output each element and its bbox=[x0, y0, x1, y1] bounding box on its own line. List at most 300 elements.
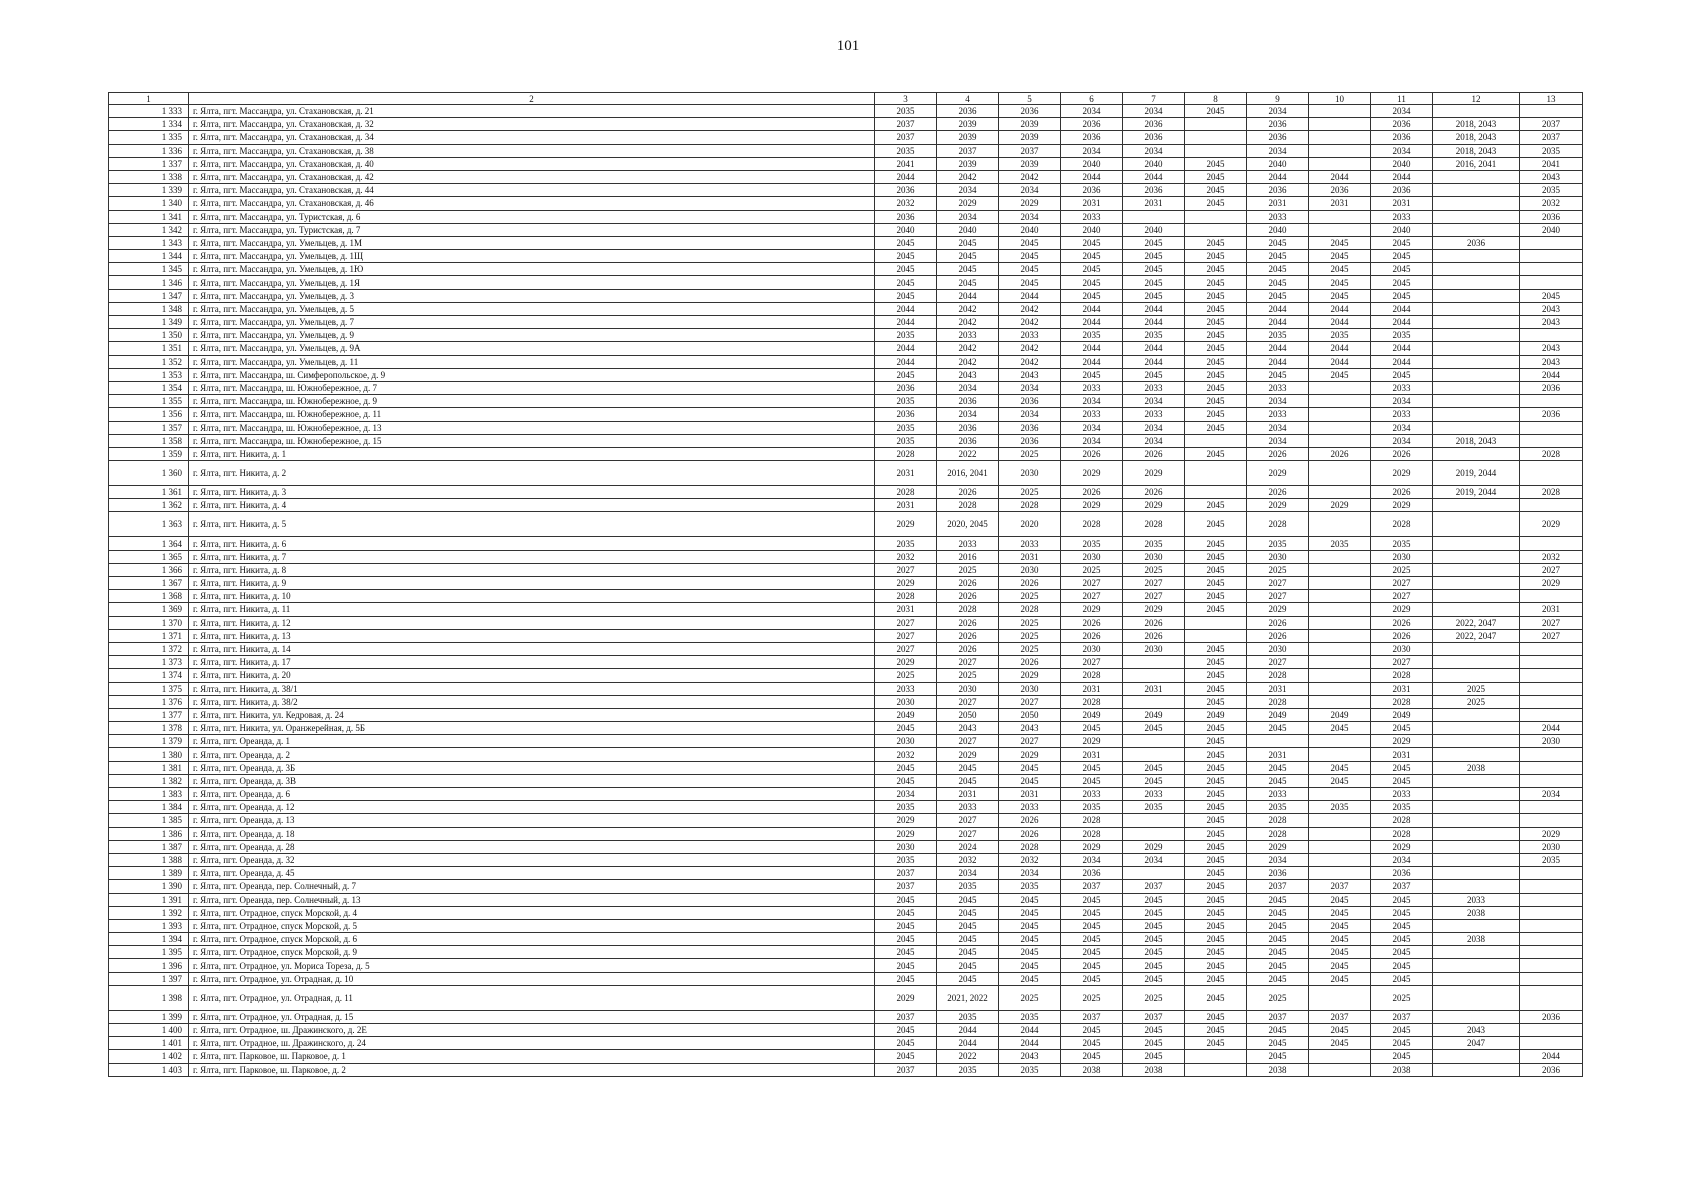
year-cell-col-11: 2026 bbox=[1371, 616, 1433, 629]
address-cell: г. Ялта, пгт. Ореанда, д. 28 bbox=[189, 840, 875, 853]
year-cell-col-3: 2045 bbox=[875, 959, 937, 972]
address-cell: г. Ялта, пгт. Ореанда, д. 1 bbox=[189, 735, 875, 748]
year-cell-col-9: 2045 bbox=[1247, 1024, 1309, 1037]
year-cell-col-10: 2045 bbox=[1309, 774, 1371, 787]
year-cell-col-6: 2031 bbox=[1061, 748, 1123, 761]
year-cell-col-3: 2035 bbox=[875, 329, 937, 342]
year-cell-col-6: 2029 bbox=[1061, 735, 1123, 748]
year-cell-col-13 bbox=[1520, 590, 1583, 603]
table-row bbox=[109, 563, 1583, 576]
address-cell: г. Ялта, пгт. Никита, д. 20 bbox=[189, 669, 875, 682]
year-cell-col-3: 2035 bbox=[875, 144, 937, 157]
year-cell-col-13 bbox=[1520, 748, 1583, 761]
year-cell-col-7: 2034 bbox=[1123, 144, 1185, 157]
year-cell-col-13 bbox=[1520, 867, 1583, 880]
year-cell-col-13 bbox=[1520, 250, 1583, 263]
year-cell-col-11: 2034 bbox=[1371, 434, 1433, 447]
year-cell-col-9: 2031 bbox=[1247, 197, 1309, 210]
table-row bbox=[109, 959, 1583, 972]
year-cell-col-5: 2035 bbox=[999, 1063, 1061, 1076]
year-cell-col-5: 2025 bbox=[999, 447, 1061, 460]
year-cell-col-9: 2031 bbox=[1247, 748, 1309, 761]
year-cell-col-5: 2031 bbox=[999, 788, 1061, 801]
table-row bbox=[109, 223, 1583, 236]
year-cell-col-3: 2037 bbox=[875, 1010, 937, 1023]
table-row bbox=[109, 499, 1583, 512]
row-number-cell: 1 360 bbox=[109, 461, 189, 486]
year-cell-col-7: 2031 bbox=[1123, 682, 1185, 695]
year-cell-col-6: 2027 bbox=[1061, 656, 1123, 669]
year-cell-col-5: 2029 bbox=[999, 197, 1061, 210]
year-cell-col-12 bbox=[1433, 223, 1520, 236]
column-header-4: 4 bbox=[937, 93, 999, 105]
year-cell-col-5: 2036 bbox=[999, 105, 1061, 118]
row-number-cell: 1 339 bbox=[109, 184, 189, 197]
year-cell-col-9: 2027 bbox=[1247, 577, 1309, 590]
year-cell-col-6: 2029 bbox=[1061, 499, 1123, 512]
year-cell-col-9: 2045 bbox=[1247, 250, 1309, 263]
year-cell-col-12 bbox=[1433, 563, 1520, 576]
year-cell-col-4: 2042 bbox=[937, 170, 999, 183]
year-cell-col-10 bbox=[1309, 735, 1371, 748]
year-cell-col-13: 2036 bbox=[1520, 210, 1583, 223]
year-cell-col-5: 2035 bbox=[999, 880, 1061, 893]
row-number-cell: 1 388 bbox=[109, 853, 189, 866]
table-row bbox=[109, 118, 1583, 131]
year-cell-col-13 bbox=[1520, 276, 1583, 289]
year-cell-col-13: 2034 bbox=[1520, 788, 1583, 801]
year-cell-col-4: 2035 bbox=[937, 1010, 999, 1023]
year-cell-col-3: 2027 bbox=[875, 642, 937, 655]
year-cell-col-9: 2033 bbox=[1247, 210, 1309, 223]
year-cell-col-5: 2034 bbox=[999, 867, 1061, 880]
year-cell-col-5: 2044 bbox=[999, 1024, 1061, 1037]
column-header-11: 11 bbox=[1371, 93, 1433, 105]
table-row bbox=[109, 919, 1583, 932]
year-cell-col-13: 2028 bbox=[1520, 447, 1583, 460]
year-cell-col-4: 2036 bbox=[937, 395, 999, 408]
table-row bbox=[109, 946, 1583, 959]
year-cell-col-9: 2034 bbox=[1247, 434, 1309, 447]
year-cell-col-8: 2045 bbox=[1185, 550, 1247, 563]
year-cell-col-8 bbox=[1185, 1063, 1247, 1076]
year-cell-col-7: 2033 bbox=[1123, 381, 1185, 394]
address-cell: г. Ялта, пгт. Парковое, ш. Парковое, д. 2 bbox=[189, 1063, 875, 1076]
year-cell-col-12: 2043 bbox=[1433, 1024, 1520, 1037]
year-cell-col-6: 2045 bbox=[1061, 933, 1123, 946]
year-cell-col-5: 2034 bbox=[999, 381, 1061, 394]
year-cell-col-5: 2029 bbox=[999, 669, 1061, 682]
year-cell-col-8: 2045 bbox=[1185, 355, 1247, 368]
year-cell-col-6: 2045 bbox=[1061, 946, 1123, 959]
table-row bbox=[109, 276, 1583, 289]
table-row bbox=[109, 263, 1583, 276]
year-cell-col-10: 2026 bbox=[1309, 447, 1371, 460]
year-cell-col-6: 2045 bbox=[1061, 250, 1123, 263]
year-cell-col-4: 2045 bbox=[937, 972, 999, 985]
year-cell-col-10 bbox=[1309, 131, 1371, 144]
year-cell-col-10: 2035 bbox=[1309, 329, 1371, 342]
year-cell-col-6: 2045 bbox=[1061, 289, 1123, 302]
table-row bbox=[109, 408, 1583, 421]
year-cell-col-7: 2045 bbox=[1123, 236, 1185, 249]
year-cell-col-12 bbox=[1433, 184, 1520, 197]
year-cell-col-7: 2028 bbox=[1123, 512, 1185, 537]
year-cell-col-4: 2026 bbox=[937, 629, 999, 642]
year-cell-col-13 bbox=[1520, 919, 1583, 932]
year-cell-col-4: 2045 bbox=[937, 263, 999, 276]
year-cell-col-12 bbox=[1433, 512, 1520, 537]
year-cell-col-5: 2037 bbox=[999, 144, 1061, 157]
year-cell-col-7: 2031 bbox=[1123, 197, 1185, 210]
year-cell-col-5: 2027 bbox=[999, 695, 1061, 708]
year-cell-col-3: 2029 bbox=[875, 814, 937, 827]
address-cell: г. Ялта, пгт. Массандра, ул. Туристская, д. 6 bbox=[189, 210, 875, 223]
year-cell-col-6: 2027 bbox=[1061, 590, 1123, 603]
address-cell: г. Ялта, пгт. Никита, д. 38/2 bbox=[189, 695, 875, 708]
year-cell-col-11: 2045 bbox=[1371, 1024, 1433, 1037]
year-cell-col-3: 2045 bbox=[875, 368, 937, 381]
year-cell-col-3: 2030 bbox=[875, 695, 937, 708]
year-cell-col-8: 2045 bbox=[1185, 276, 1247, 289]
year-cell-col-8: 2045 bbox=[1185, 880, 1247, 893]
year-cell-col-4: 2026 bbox=[937, 577, 999, 590]
year-cell-col-9: 2026 bbox=[1247, 447, 1309, 460]
year-cell-col-7 bbox=[1123, 656, 1185, 669]
table-row bbox=[109, 447, 1583, 460]
year-cell-col-7: 2037 bbox=[1123, 1010, 1185, 1023]
year-cell-col-9: 2045 bbox=[1247, 946, 1309, 959]
year-cell-col-3: 2035 bbox=[875, 434, 937, 447]
year-cell-col-4: 2045 bbox=[937, 919, 999, 932]
year-cell-col-11: 2040 bbox=[1371, 223, 1433, 236]
year-cell-col-13 bbox=[1520, 972, 1583, 985]
year-cell-col-10 bbox=[1309, 827, 1371, 840]
year-cell-col-4: 2042 bbox=[937, 316, 999, 329]
year-cell-col-3: 2045 bbox=[875, 972, 937, 985]
table-row bbox=[109, 1050, 1583, 1063]
year-cell-col-11: 2027 bbox=[1371, 656, 1433, 669]
address-cell: г. Ялта, пгт. Массандра, ул. Стахановская, д. 46 bbox=[189, 197, 875, 210]
year-cell-col-5: 2045 bbox=[999, 250, 1061, 263]
year-cell-col-4: 2045 bbox=[937, 959, 999, 972]
year-cell-col-10: 2029 bbox=[1309, 499, 1371, 512]
year-cell-col-5: 2045 bbox=[999, 761, 1061, 774]
year-cell-col-7: 2044 bbox=[1123, 302, 1185, 315]
year-cell-col-8 bbox=[1185, 461, 1247, 486]
row-number-cell: 1 401 bbox=[109, 1037, 189, 1050]
year-cell-col-10: 2036 bbox=[1309, 184, 1371, 197]
year-cell-col-7: 2038 bbox=[1123, 1063, 1185, 1076]
year-cell-col-13 bbox=[1520, 880, 1583, 893]
year-cell-col-5: 2043 bbox=[999, 1050, 1061, 1063]
address-cell: г. Ялта, пгт. Массандра, ул. Стахановская, д. 32 bbox=[189, 118, 875, 131]
year-cell-col-6: 2034 bbox=[1061, 105, 1123, 118]
year-cell-col-7: 2049 bbox=[1123, 708, 1185, 721]
year-cell-col-4: 2044 bbox=[937, 289, 999, 302]
table-row bbox=[109, 616, 1583, 629]
year-cell-col-8: 2045 bbox=[1185, 761, 1247, 774]
year-cell-col-7: 2045 bbox=[1123, 959, 1185, 972]
year-cell-col-3: 2029 bbox=[875, 656, 937, 669]
year-cell-col-9: 2045 bbox=[1247, 774, 1309, 787]
year-cell-col-10: 2045 bbox=[1309, 250, 1371, 263]
year-cell-col-4: 2028 bbox=[937, 603, 999, 616]
year-cell-col-4: 2045 bbox=[937, 893, 999, 906]
table-row bbox=[109, 577, 1583, 590]
address-cell: г. Ялта, пгт. Никита, д. 7 bbox=[189, 550, 875, 563]
year-cell-col-9: 2028 bbox=[1247, 512, 1309, 537]
year-cell-col-10: 2045 bbox=[1309, 289, 1371, 302]
year-cell-col-7: 2045 bbox=[1123, 893, 1185, 906]
table-row bbox=[109, 395, 1583, 408]
year-cell-col-6: 2035 bbox=[1061, 801, 1123, 814]
row-number-cell: 1 347 bbox=[109, 289, 189, 302]
year-cell-col-7: 2044 bbox=[1123, 316, 1185, 329]
address-cell: г. Ялта, пгт. Никита, ул. Кедровая, д. 24 bbox=[189, 708, 875, 721]
year-cell-col-4: 2042 bbox=[937, 302, 999, 315]
table-row bbox=[109, 840, 1583, 853]
year-cell-col-8: 2045 bbox=[1185, 801, 1247, 814]
address-cell: г. Ялта, пгт. Массандра, ул. Стахановская, д. 34 bbox=[189, 131, 875, 144]
year-cell-col-7: 2036 bbox=[1123, 131, 1185, 144]
year-cell-col-7: 2045 bbox=[1123, 1037, 1185, 1050]
year-cell-col-8: 2045 bbox=[1185, 946, 1247, 959]
year-cell-col-8: 2045 bbox=[1185, 603, 1247, 616]
year-cell-col-13 bbox=[1520, 814, 1583, 827]
year-cell-col-11: 2036 bbox=[1371, 118, 1433, 131]
address-cell: г. Ялта, пгт. Массандра, ул. Умельцев, д. 1Щ bbox=[189, 250, 875, 263]
address-cell: г. Ялта, пгт. Никита, д. 1 bbox=[189, 447, 875, 460]
table-row bbox=[109, 316, 1583, 329]
year-cell-col-9: 2034 bbox=[1247, 421, 1309, 434]
year-cell-col-10 bbox=[1309, 669, 1371, 682]
year-cell-col-12: 2022, 2047 bbox=[1433, 629, 1520, 642]
year-cell-col-12 bbox=[1433, 590, 1520, 603]
year-cell-col-4: 2020, 2045 bbox=[937, 512, 999, 537]
year-cell-col-8: 2045 bbox=[1185, 669, 1247, 682]
row-number-cell: 1 400 bbox=[109, 1024, 189, 1037]
year-cell-col-4: 2045 bbox=[937, 774, 999, 787]
year-cell-col-13 bbox=[1520, 906, 1583, 919]
year-cell-col-13 bbox=[1520, 395, 1583, 408]
year-cell-col-7: 2045 bbox=[1123, 933, 1185, 946]
year-cell-col-6: 2033 bbox=[1061, 408, 1123, 421]
address-cell: г. Ялта, пгт. Отрадное, ш. Дражинского, д. 2Е bbox=[189, 1024, 875, 1037]
year-cell-col-3: 2027 bbox=[875, 629, 937, 642]
year-cell-col-6: 2045 bbox=[1061, 368, 1123, 381]
year-cell-col-3: 2044 bbox=[875, 170, 937, 183]
year-cell-col-9: 2035 bbox=[1247, 329, 1309, 342]
address-cell: г. Ялта, пгт. Массандра, ул. Стахановская, д. 44 bbox=[189, 184, 875, 197]
year-cell-col-9: 2035 bbox=[1247, 801, 1309, 814]
year-cell-col-6: 2044 bbox=[1061, 355, 1123, 368]
year-cell-col-9: 2045 bbox=[1247, 236, 1309, 249]
year-cell-col-10: 2049 bbox=[1309, 708, 1371, 721]
year-cell-col-8: 2045 bbox=[1185, 263, 1247, 276]
year-cell-col-12 bbox=[1433, 368, 1520, 381]
year-cell-col-4: 2035 bbox=[937, 1063, 999, 1076]
row-number-cell: 1 353 bbox=[109, 368, 189, 381]
year-cell-col-8: 2045 bbox=[1185, 906, 1247, 919]
year-cell-col-11: 2028 bbox=[1371, 512, 1433, 537]
table-row bbox=[109, 537, 1583, 550]
year-cell-col-8: 2045 bbox=[1185, 236, 1247, 249]
year-cell-col-7: 2035 bbox=[1123, 537, 1185, 550]
year-cell-col-7: 2026 bbox=[1123, 629, 1185, 642]
row-number-cell: 1 335 bbox=[109, 131, 189, 144]
year-cell-col-9: 2029 bbox=[1247, 840, 1309, 853]
address-cell: г. Ялта, пгт. Никита, д. 6 bbox=[189, 537, 875, 550]
year-cell-col-11: 2038 bbox=[1371, 1063, 1433, 1076]
year-cell-col-11: 2027 bbox=[1371, 577, 1433, 590]
year-cell-col-13: 2029 bbox=[1520, 827, 1583, 840]
year-cell-col-9: 2035 bbox=[1247, 537, 1309, 550]
year-cell-col-11: 2037 bbox=[1371, 1010, 1433, 1023]
row-number-cell: 1 369 bbox=[109, 603, 189, 616]
year-cell-col-4: 2033 bbox=[937, 329, 999, 342]
year-cell-col-10: 2045 bbox=[1309, 906, 1371, 919]
year-cell-col-11: 2028 bbox=[1371, 695, 1433, 708]
year-cell-col-10: 2045 bbox=[1309, 722, 1371, 735]
row-number-cell: 1 338 bbox=[109, 170, 189, 183]
year-cell-col-3: 2045 bbox=[875, 933, 937, 946]
year-cell-col-10 bbox=[1309, 616, 1371, 629]
year-cell-col-10: 2044 bbox=[1309, 355, 1371, 368]
year-cell-col-12 bbox=[1433, 1010, 1520, 1023]
year-cell-col-9: 2045 bbox=[1247, 972, 1309, 985]
year-cell-col-6: 2028 bbox=[1061, 669, 1123, 682]
year-cell-col-13: 2043 bbox=[1520, 316, 1583, 329]
address-cell: г. Ялта, пгт. Массандра, ш. Южнобережное, д. 7 bbox=[189, 381, 875, 394]
year-cell-col-11: 2045 bbox=[1371, 1050, 1433, 1063]
year-cell-col-9: 2030 bbox=[1247, 642, 1309, 655]
year-cell-col-10 bbox=[1309, 682, 1371, 695]
year-cell-col-9: 2029 bbox=[1247, 499, 1309, 512]
year-cell-col-8: 2045 bbox=[1185, 512, 1247, 537]
year-cell-col-7: 2029 bbox=[1123, 603, 1185, 616]
year-cell-col-12 bbox=[1433, 1050, 1520, 1063]
year-cell-col-6: 2045 bbox=[1061, 1037, 1123, 1050]
year-cell-col-10: 2037 bbox=[1309, 880, 1371, 893]
year-cell-col-6: 2044 bbox=[1061, 342, 1123, 355]
table-row bbox=[109, 342, 1583, 355]
year-cell-col-5: 2035 bbox=[999, 1010, 1061, 1023]
year-cell-col-10 bbox=[1309, 642, 1371, 655]
year-cell-col-8: 2045 bbox=[1185, 157, 1247, 170]
year-cell-col-10 bbox=[1309, 461, 1371, 486]
year-cell-col-4: 2025 bbox=[937, 563, 999, 576]
year-cell-col-6: 2045 bbox=[1061, 276, 1123, 289]
year-cell-col-9: 2045 bbox=[1247, 289, 1309, 302]
year-cell-col-13 bbox=[1520, 329, 1583, 342]
year-cell-col-10 bbox=[1309, 695, 1371, 708]
year-cell-col-9: 2045 bbox=[1247, 919, 1309, 932]
year-cell-col-4: 2036 bbox=[937, 105, 999, 118]
year-cell-col-6: 2029 bbox=[1061, 461, 1123, 486]
year-cell-col-4: 2043 bbox=[937, 368, 999, 381]
year-cell-col-5: 2044 bbox=[999, 289, 1061, 302]
year-cell-col-11: 2045 bbox=[1371, 289, 1433, 302]
year-cell-col-3: 2034 bbox=[875, 788, 937, 801]
table-row bbox=[109, 603, 1583, 616]
year-cell-col-5: 2045 bbox=[999, 946, 1061, 959]
year-cell-col-3: 2035 bbox=[875, 801, 937, 814]
year-cell-col-8: 2045 bbox=[1185, 867, 1247, 880]
year-cell-col-3: 2044 bbox=[875, 342, 937, 355]
year-cell-col-10 bbox=[1309, 656, 1371, 669]
address-cell: г. Ялта, пгт. Массандра, ул. Умельцев, д. 5 bbox=[189, 302, 875, 315]
year-cell-col-3: 2044 bbox=[875, 302, 937, 315]
year-cell-col-11: 2045 bbox=[1371, 893, 1433, 906]
year-cell-col-6: 2036 bbox=[1061, 867, 1123, 880]
year-cell-col-8: 2045 bbox=[1185, 381, 1247, 394]
year-cell-col-13: 2030 bbox=[1520, 735, 1583, 748]
year-cell-col-8: 2045 bbox=[1185, 499, 1247, 512]
year-cell-col-6: 2026 bbox=[1061, 486, 1123, 499]
year-cell-col-10 bbox=[1309, 486, 1371, 499]
year-cell-col-3: 2035 bbox=[875, 395, 937, 408]
year-cell-col-4: 2045 bbox=[937, 933, 999, 946]
year-cell-col-11: 2027 bbox=[1371, 590, 1433, 603]
address-cell: г. Ялта, пгт. Массандра, ш. Южнобережное, д. 11 bbox=[189, 408, 875, 421]
year-cell-col-6: 2034 bbox=[1061, 421, 1123, 434]
year-cell-col-8: 2045 bbox=[1185, 563, 1247, 576]
year-cell-col-8: 2045 bbox=[1185, 421, 1247, 434]
table-row bbox=[109, 1037, 1583, 1050]
page-number: 101 bbox=[836, 38, 860, 54]
year-cell-col-7: 2035 bbox=[1123, 329, 1185, 342]
address-cell: г. Ялта, пгт. Никита, ул. Оранжерейная, д. 5Б bbox=[189, 722, 875, 735]
year-cell-col-13: 2044 bbox=[1520, 368, 1583, 381]
address-cell: г. Ялта, пгт. Никита, д. 12 bbox=[189, 616, 875, 629]
year-cell-col-8: 2045 bbox=[1185, 537, 1247, 550]
year-cell-col-3: 2045 bbox=[875, 893, 937, 906]
year-cell-col-7 bbox=[1123, 748, 1185, 761]
year-cell-col-5: 2025 bbox=[999, 629, 1061, 642]
column-header-3: 3 bbox=[875, 93, 937, 105]
year-cell-col-11: 2029 bbox=[1371, 840, 1433, 853]
year-cell-col-10 bbox=[1309, 381, 1371, 394]
year-cell-col-4: 2021, 2022 bbox=[937, 985, 999, 1010]
year-cell-col-11: 2036 bbox=[1371, 867, 1433, 880]
year-cell-col-11: 2045 bbox=[1371, 250, 1433, 263]
year-cell-col-12: 2036 bbox=[1433, 236, 1520, 249]
row-number-cell: 1 398 bbox=[109, 985, 189, 1010]
year-cell-col-13: 2027 bbox=[1520, 629, 1583, 642]
year-cell-col-10 bbox=[1309, 512, 1371, 537]
year-cell-col-12: 2022, 2047 bbox=[1433, 616, 1520, 629]
year-cell-col-12 bbox=[1433, 735, 1520, 748]
year-cell-col-7: 2045 bbox=[1123, 1024, 1185, 1037]
year-cell-col-12 bbox=[1433, 316, 1520, 329]
row-number-cell: 1 393 bbox=[109, 919, 189, 932]
year-cell-col-13: 2044 bbox=[1520, 1050, 1583, 1063]
year-cell-col-10 bbox=[1309, 748, 1371, 761]
year-cell-col-7: 2026 bbox=[1123, 616, 1185, 629]
year-cell-col-8: 2045 bbox=[1185, 919, 1247, 932]
year-cell-col-6: 2025 bbox=[1061, 985, 1123, 1010]
year-cell-col-12 bbox=[1433, 355, 1520, 368]
address-cell: г. Ялта, пгт. Массандра, ш. Южнобережное, д. 9 bbox=[189, 395, 875, 408]
year-cell-col-3: 2036 bbox=[875, 381, 937, 394]
table-row bbox=[109, 421, 1583, 434]
year-cell-col-7: 2044 bbox=[1123, 342, 1185, 355]
year-cell-col-5: 2027 bbox=[999, 735, 1061, 748]
row-number-cell: 1 386 bbox=[109, 827, 189, 840]
table-row bbox=[109, 250, 1583, 263]
year-cell-col-5: 2036 bbox=[999, 434, 1061, 447]
